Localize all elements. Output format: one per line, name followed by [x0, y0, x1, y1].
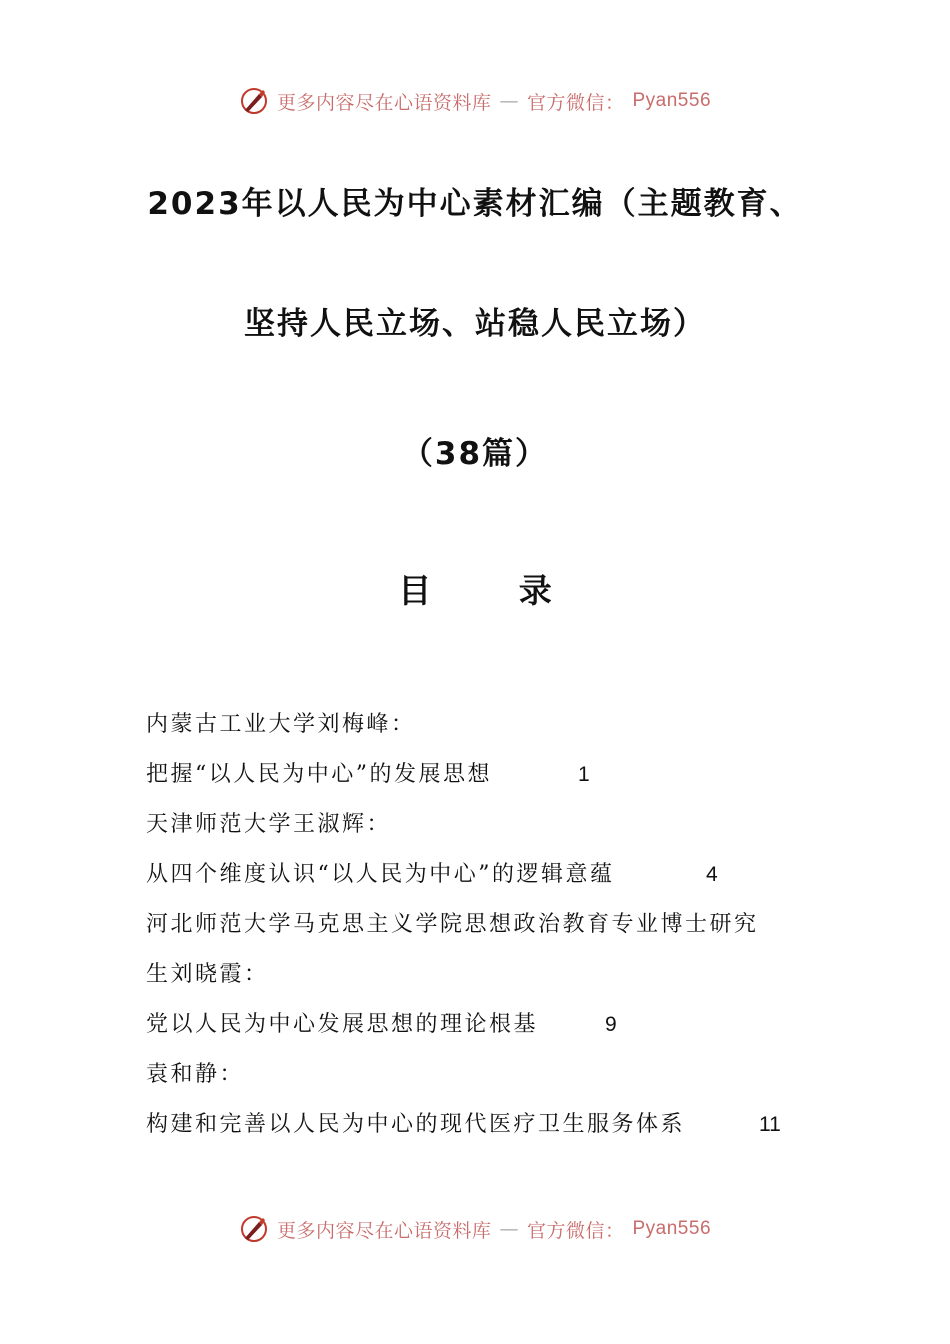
watermark-contact-label: 官方微信：: [526, 91, 625, 114]
watermark-contact-id: Pyan556: [632, 90, 712, 111]
toc-entry[interactable]: [146, 850, 826, 900]
toc-author-continued: 生刘晓霞：: [146, 962, 269, 987]
toc-entry-title: 把握“以人民为中心”的发展思想: [146, 762, 492, 787]
pen-logo-icon: [239, 86, 269, 116]
document-title-line-1: 2023年以人民为中心素材汇编（主题教育、: [147, 186, 803, 222]
watermark-text: 更多内容尽在心语资料库: [276, 91, 492, 114]
toc-author: 河北师范大学马克思主义学院思想政治教育专业博士研究: [146, 912, 759, 937]
pen-logo-icon: [239, 1214, 269, 1244]
document-title-count: （38篇）: [401, 436, 549, 472]
toc-entry[interactable]: [146, 1000, 826, 1050]
toc-page-number: 11: [759, 1113, 781, 1136]
toc-page-number: 4: [706, 863, 718, 886]
toc-entry-title: 构建和完善以人民为中心的现代医疗卫生服务体系: [146, 1112, 686, 1137]
toc-entry-title: 党以人民为中心发展思想的理论根基: [146, 1012, 539, 1037]
toc-author: 袁和静：: [146, 1062, 245, 1087]
watermark-separator: —: [499, 90, 519, 112]
watermark-contact-id: Pyan556: [632, 1218, 712, 1239]
header-watermark: [0, 86, 950, 116]
toc-author: 内蒙古工业大学刘梅峰：: [146, 712, 416, 737]
document-title-line-2: 坚持人民立场、站稳人民立场）: [244, 306, 706, 342]
footer-watermark: [0, 1214, 950, 1244]
table-of-contents: [146, 700, 826, 1150]
watermark-text: 更多内容尽在心语资料库: [276, 1219, 492, 1242]
toc-entry[interactable]: [146, 1100, 826, 1150]
toc-entry-title: 从四个维度认识“以人民为中心”的逻辑意蕴: [146, 862, 615, 887]
toc-page-number: 9: [605, 1013, 617, 1036]
watermark-separator: —: [499, 1218, 519, 1240]
toc-entry[interactable]: [146, 750, 826, 800]
watermark-contact-label: 官方微信：: [526, 1219, 625, 1242]
toc-author: 天津师范大学王淑辉：: [146, 812, 392, 837]
toc-page-number: 1: [578, 763, 590, 786]
toc-heading: 目 录: [398, 571, 590, 610]
